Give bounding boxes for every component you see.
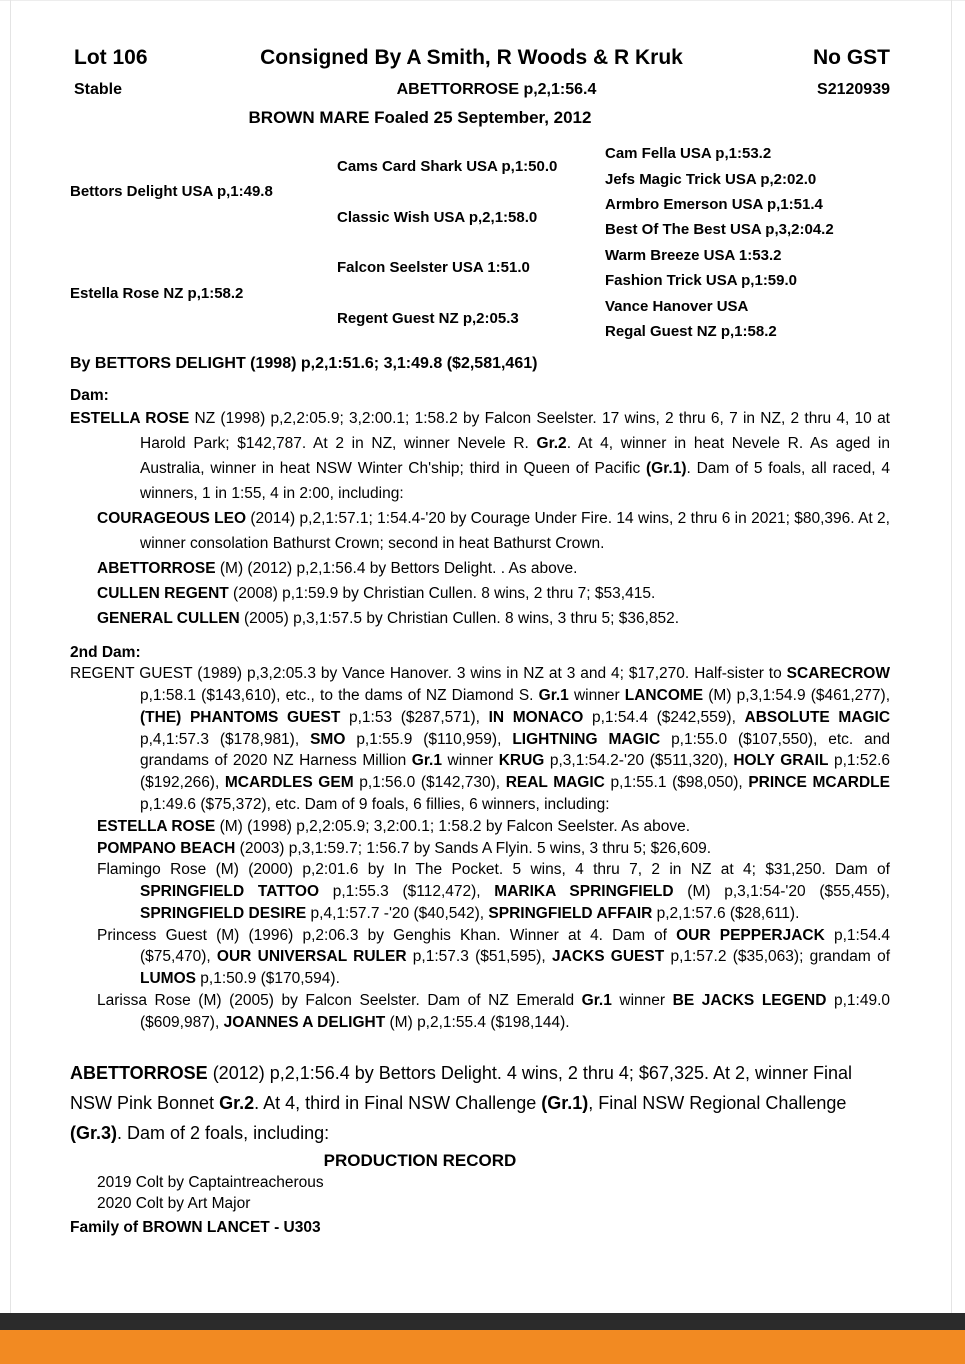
footer-dark-bar [0, 1313, 965, 1330]
consignor-line: Consigned By A Smith, R Woods & R Kruk [260, 46, 683, 69]
stable-label: Stable [74, 81, 123, 98]
page-left-edge [10, 0, 11, 1313]
pedigree-entry: Falcon Seelster USA 1:51.0 [337, 259, 530, 277]
pedigree-entry: Regent Guest NZ p,2:05.3 [337, 310, 519, 328]
pedigree-entry: Armbro Emerson USA p,1:51.4 [605, 195, 823, 213]
pedigree-entry: Vance Hanover USA [605, 297, 749, 315]
sire-summary-line: By BETTORS DELIGHT (1998) p,2,1:51.6; 3,1:49.8 ($2,581,461) [70, 355, 538, 373]
foal-entry: Larissa Rose (M) (2005) by Falcon Seelster. Dam of NZ Emerald Gr.1 winner BE JACKS LEGEND p,1:49.0 ($609,987), JOANNES A DELIGHT (M) p,2,1:55.4 ($198,144). [97, 992, 891, 1031]
horse-name-record: ABETTORROSE p,2,1:56.4 [396, 81, 597, 98]
lot-summary-paragraph: ABETTORROSE (2012) p,2,1:56.4 by Bettors Delight. 4 wins, 2 thru 4; $67,325. At 2, winner Final NSW Pink Bonnet Gr.2. At 4, third in Final NSW Challenge (Gr.1), Final NSW Regional Challenge (Gr.3). Dam of 2 foals, including: [70, 1062, 853, 1143]
pedigree-entry: Regal Guest NZ p,1:58.2 [605, 322, 777, 340]
foal-entry: Flamingo Rose (M) (2000) p,2:01.6 by In The Pocket. 5 wins, 4 thru 7, 2 in NZ at 4; $31,250. Dam of SPRINGFIELD TATTOO p,1:55.3 ($112,472), MARIKA SPRINGFIELD (M) p,3,1:54-'20 ($55,455), SPRINGFIELD DESIRE p,4,1:57.7 -'20 ($40,542), SPRINGFIELD AFFAIR p,2,1:57.6 ($28,611). [97, 861, 890, 922]
pedigree-entry: Classic Wish USA p,2,1:58.0 [337, 208, 538, 226]
foal-entry: CULLEN REGENT (2008) p,1:59.9 by Christian Cullen. 8 wins, 2 thru 7; $53,415. [97, 585, 656, 603]
footer-orange-bar [0, 1330, 965, 1364]
foal-entry: Princess Guest (M) (1996) p,2:06.3 by Genghis Khan. Winner at 4. Dam of OUR PEPPERJACK p,1:54.4 ($75,470), OUR UNIVERSAL RULER p,1:57.3 ($51,595), JACKS GUEST p,1:57.2 ($35,063); grandam of LUMOS p,1:50.9 ($170,594). [97, 926, 891, 988]
page-top-edge [0, 0, 965, 1]
gst-note: No GST [813, 46, 890, 69]
registration-code: S2120939 [817, 81, 890, 98]
production-entry: 2020 Colt by Art Major [97, 1194, 251, 1212]
second-dam-paragraph: REGENT GUEST (1989) p,3,2:05.3 by Vance Hanover. 3 wins in NZ at 3 and 4; $17,270. Half-sister to SCARECROW p,1:58.1 ($143,610), etc., to the dams of NZ Diamond S. Gr.1 winner LANCOME (M) p,3,1:54.9 ($461,277), (THE) PHANTOMS GUEST p,1:53 ($287,571), IN MONACO p,1:54.4 ($242,559), ABSOLUTE MAGIC p,4,1:57.3 ($178,981), SMO p,1:55.9 ($110,959), LIGHTNING MAGIC p,1:55.0 ($107,550), etc. and grandams of 2020 NZ Harness Million Gr.1 winner KRUG p,3,1:54.2-'20 ($511,320), HOLY GRAIL p,1:52.6 ($192,266), MCARDLES GEM p,1:56.0 ($142,730), REAL MAGIC p,1:55.1 ($98,050), PRINCE MCARDLE p,1:49.6 ($75,372), etc. Dam of 9 foals, 6 fillies, 6 winners, including: [70, 665, 891, 813]
pedigree-dam: Estella Rose NZ p,1:58.2 [70, 284, 244, 302]
horse-description: BROWN MARE Foaled 25 September, 2012 [248, 108, 592, 127]
page-content [70, 45, 890, 1239]
foal-entry: ABETTORROSE (M) (2012) p,2,1:56.4 by Bettors Delight. . As above. [97, 560, 578, 578]
dam-paragraph: ESTELLA ROSE NZ (1998) p,2,2:05.9; 3,2:00.1; 1:58.2 by Falcon Seelster. 17 wins, 2 thru 6, 7 in NZ, 2 thru 4, 10 at Harold Park; $142,787. At 2 in NZ, winner Nevele R. Gr.2. At 4, winner in heat Nevele R. As aged in Australia, winner in heat NSW Winter Ch'ship; third in Queen of Pacific (Gr.1). Dam of 5 foals, all raced, 4 winners, 1 in 1:55, 4 in 2:00, including: [70, 410, 890, 503]
production-entry: 2019 Colt by Captaintreacherous [97, 1173, 324, 1191]
second-dam-heading: 2nd Dam: [70, 644, 141, 662]
foal-entry: COURAGEOUS LEO (2014) p,2,1:57.1; 1:54.4-'20 by Courage Under Fire. 14 wins, 2 thru 6 in 2021; $80,396. At 2, winner consolation Bathurst Crown; second in heat Bathurst Crown. [97, 510, 890, 553]
page-right-edge [951, 0, 952, 1313]
pedigree-table [70, 141, 890, 344]
production-record-heading: PRODUCTION RECORD [323, 1150, 517, 1170]
pedigree-entry: Fashion Trick USA p,1:59.0 [605, 272, 798, 290]
pedigree-sire: Bettors Delight USA p,1:49.8 [70, 183, 273, 201]
family-line: Family of BROWN LANCET - U303 [70, 1218, 321, 1236]
pedigree-entry: Warm Breeze USA 1:53.2 [605, 246, 782, 264]
foal-entry: POMPANO BEACH (2003) p,3,1:59.7; 1:56.7 by Sands A Flyin. 5 wins, 3 thru 5; $26,609. [97, 839, 712, 857]
header-row-2 [70, 80, 890, 100]
pedigree-entry: Cam Fella USA p,1:53.2 [605, 145, 772, 163]
foal-entry: ESTELLA ROSE (M) (1998) p,2,2:05.9; 3,2:00.1; 1:58.2 by Falcon Seelster. As above. [97, 817, 691, 835]
foal-entry: GENERAL CULLEN (2005) p,3,1:57.5 by Christian Cullen. 8 wins, 3 thru 5; $36,852. [97, 610, 680, 628]
pedigree-entry: Cams Card Shark USA p,1:50.0 [337, 157, 558, 175]
dam-heading: Dam: [70, 387, 109, 405]
header-row-1 [70, 45, 890, 71]
pedigree-entry: Jefs Magic Trick USA p,2:02.0 [605, 170, 817, 188]
lot-number: Lot 106 [74, 46, 148, 69]
pedigree-entry: Best Of The Best USA p,3,2:04.2 [605, 221, 834, 239]
